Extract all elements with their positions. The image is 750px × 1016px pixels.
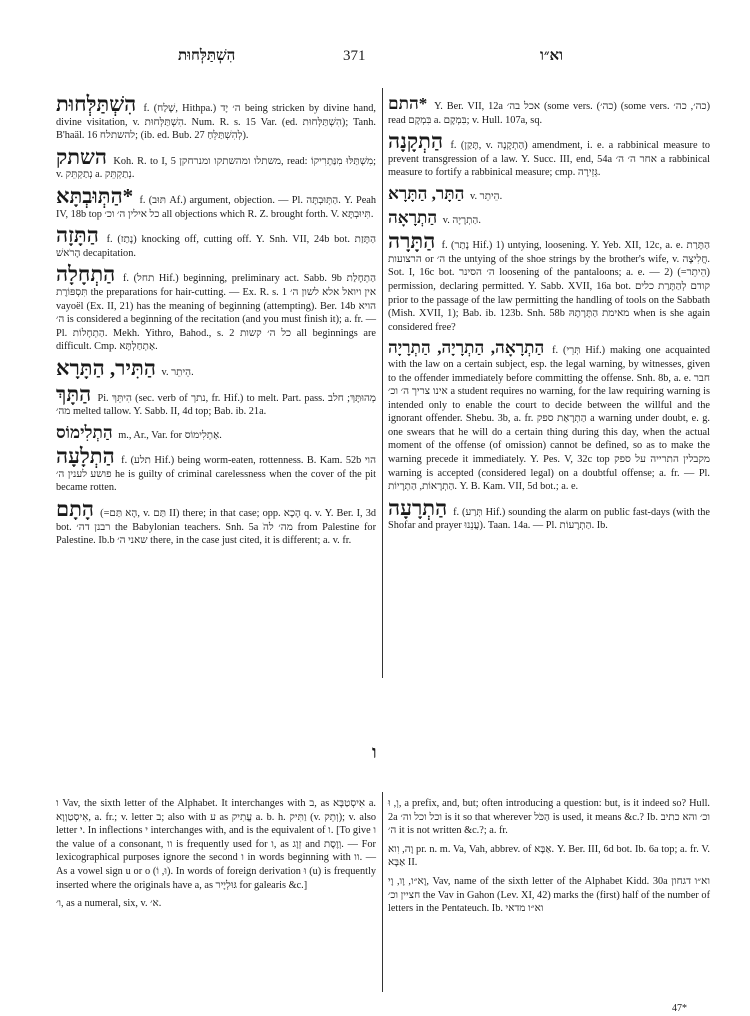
left-column <box>56 92 377 553</box>
entry-headword: *התם <box>388 94 428 113</box>
header-right-word: וא״ו <box>540 48 564 64</box>
entry-headword: הַתְחָלָה <box>56 262 116 287</box>
dictionary-entry <box>388 209 710 228</box>
dictionary-entry <box>388 95 710 127</box>
right-column <box>388 95 710 538</box>
entry-body: f. (תלע Hif.) being worm-eaten, rottenness. B. Kam. 52b הוי פושע לענין ה׳ he is guilty of criminal carelessness when the cover of the pit became rotten. <box>56 455 376 494</box>
dictionary-entry <box>388 339 710 494</box>
entry-body: f. (שָׁלַח, Hithpa.) ה׳ יָד being stricken by divine hand, divine visitation, v. הִשְׁתַּלְּחוּת. Num. R. s. 15 Var. (ed. הִשְׁתַּלְּחוּת); Tanh. B'haäl. 16 להשתלח; (ib. ed. Bub. 27 לְהִשְׁתַּלֵּחַ). <box>56 103 376 142</box>
running-header <box>0 48 750 72</box>
entry-body: f. (נָתַז) knocking off, cutting off. Y. Snh. VII, 24b bot. הַתָּזַת הָרֹאשׁ decapitation. <box>56 234 376 259</box>
entry-headword: הַתְרָאָה <box>388 207 438 227</box>
dictionary-entry <box>56 444 376 495</box>
entry-headword: הַתָּרָה <box>388 229 436 254</box>
entry-headword: *הַתְּוּבְתָּא <box>56 183 134 208</box>
entry-headword: הִשְׁתַּלְּחוּת <box>56 92 137 116</box>
dictionary-entry <box>388 129 710 180</box>
dictionary-entry: וָא״ו, וָו, וָי, Vav, name of the sixth letter of the Alphabet Kidd. 30a וא״ו דגחון חציין וכ׳ the Vav in Gahon (Lev. XI, 42) marks the (first) half of the number of letters in the Pentateuch. Ib. וא״ו מדאי <box>388 875 710 915</box>
entry-body: f. (תָּקַן, v. הַתְקָנָה) amendment, i. e. a rabbinical measure to prevent transgression of a law. Y. Succ. III, end, 54a אחר ה׳ ה׳ a rabbinical measure to fortify a rabbinical measure; cmp. גְּזֵירָה. <box>388 140 710 179</box>
entry-body: v. הֵיתֵר. <box>470 190 503 202</box>
section-letter: ו <box>372 742 377 762</box>
entry-headword: הַתִּיר, הַתָּרָא <box>56 355 156 380</box>
entry-headword: השתק <box>56 144 107 169</box>
entry-body: Y. Ber. VII, 12a אכל בה׳ (some vers. (כה׳) (some vers. כה׳, כה׳) read בִּמְקָם a. בִּמְקָם; v. Hull. 107a, sq. <box>388 101 710 126</box>
dictionary-entry <box>56 92 376 143</box>
dictionary-entry <box>56 144 376 182</box>
entry-headword: הַתָּזָה <box>56 223 99 248</box>
dictionary-entry: וְ, וּ, a prefix, and, but; often introducing a question: but, is it indeed so? Hull. 2a וכל וכל וה׳ is it so that wherever הַכֹּל is used, it means &c.? Ib. וכ׳ והא כתיב ה׳ it is not written &c.?; a. fr. <box>388 798 711 837</box>
dictionary-entry <box>56 355 376 380</box>
entry-body: f. (תּוּב Af.) argument, objection. — Pl. הַתְּוּבְתָּה. Y. Peah IV, 18b top כל אילין ה׳ וכ׳ all objections which R. Z. brought forth. V. תִּיוּבְתָּא. <box>56 194 377 220</box>
column-divider <box>382 792 383 992</box>
dictionary-entry <box>388 495 710 533</box>
entry-headword: הַתְלָעָה <box>56 444 115 469</box>
entry-headword: הָתָם <box>56 497 94 522</box>
dictionary-entry <box>56 183 377 221</box>
vav-right-column <box>388 797 710 921</box>
entry-body: v. הֵיתֵר. <box>161 366 194 378</box>
header-left-word: הִשְׁתַּלְּחוּת <box>178 48 236 64</box>
entry-body: Pi. הִיתֵּךְ (sec. verb of נתך, fr. Hif.) to melt. Part. pass. מְהוּתָּךְ; חלב מה׳ melted tallow. Y. Sabb. II, 4d top; Bab. ib. 21a. <box>56 392 376 418</box>
column-divider <box>382 88 383 678</box>
dictionary-entry <box>56 497 377 548</box>
entry-headword: הַתָּךְ <box>56 381 92 406</box>
entry-body: f. (נָתַר Hif.) 1) untying, loosening. Y. Yeb. XII, 12c, a. e. הַתָּרַת הרצועות or ה׳ the untying of the shoe strings by the brother's wife, v. חֲלִיצָה. Sot. I, 16c bot. ה׳ הסינר loosening of the pantaloons; a. e. — 2) (=הֵיתֵר) permission, declaring permitted. Y. Sabb. XVII, 16a bot. קודם לְהַתָּרַת כלים prior to the passage of the law permitting the handling of tools on the Sabbath (Mish. XVII, 1); Bab. ib. 123b. Snh. 58b מאימת הַתָּרָתָהּ when is she again considered free? <box>388 240 710 333</box>
dictionary-entry: וָה, וִוא pr. n. m. Va, Vah, abbrev. of אַבָּא. Y. Ber. III, 6d bot. Ib. 6a top; a. fr. V. אַבָּא II. <box>388 843 711 869</box>
entry-body: m., Ar., Var. for אַתְלִימוֹס. <box>118 429 222 441</box>
dictionary-entry: ו Vav, the sixth letter of the Alphabet. It interchanges with ב, as אִיסְטַבָּא a. אִיסְטַוְוָא, a. fr.; v. letter ב; also with ע as עֲתִיק a. b. h. וַתִּיק (v. וְתֵק); v. also letter י. In inflections י interchanges with, and is the equivalent of ו. [To give ו the value of a consonant, וו is frequently used for ו, as זְוָג and וְוֶסֶת. — For lexicographical purposes ignore the second ו in words beginning with וו. — As a vowel sign u or o (וּ, וֹ). In words of foreign derivation וּ (u) is frequently inserted where the originals have a, as גּוּלְיָיר for galearis &c.] <box>56 798 377 891</box>
entry-headword: הַתָּר, הַתָּרָא <box>388 183 465 203</box>
dictionary-entry <box>388 185 710 204</box>
entry-body: (=הָא תַּם, v. תַּם II) there; in that case; opp. הָכָא q. v. Y. Ber. I, 3d bot. רבנן דה׳ the Babylonian teachers. Snh. 5a מה׳ להׂ from Palestine for Palestine. Ib.b שאני ה׳ there, in the case just cited, it is different; a. v. fr. <box>56 508 377 547</box>
entry-body: f. (תחל Hif.) beginning, preliminary act. Sabb. 9b הַתְחָלַת תִּסְפּוֹרֶת the preparations for hair-cutting. — Ex. R. s. 1 אין ויואל אלא לשון ה׳ vayoël (Ex. II, 21) has the meaning of beginning (attempting). Ber. 14b הויא ה׳ is considered a beginning of the recitation (and you must finish it); a. fr. — Pl. הַתְחָלוֹת. Mekh. Yithro, Bahod., s. 2 כל ה׳ קשות all beginnings are difficult. Cmp. אַתְחַלְתָּא. <box>56 273 376 353</box>
signature-mark: 47* <box>672 1003 687 1014</box>
dictionary-entry <box>388 229 710 334</box>
entry-headword: הַתְרָאָה, הַתְרָיָה, הַתְרָיָה <box>388 338 545 358</box>
vav-left-column <box>56 797 376 916</box>
entry-body: f. (תְּרַע Hif.) sounding the alarm on public fast-days (with the Shofar and prayer עֲנֵנוּ). Taan. 14a. — Pl. הַתְרָעוֹת. Ib. <box>388 506 710 532</box>
entry-headword: הַתְלִימוֹס <box>56 422 113 442</box>
entry-headword: הַתְקָנָה <box>388 129 444 154</box>
dictionary-entry <box>56 262 376 354</box>
entry-body: f. (תְּרֵי Hif.) making one acquainted with the law on a certain subject, esp. the legal warning, by witnesses, given to the offender immediately before committing the offense. Snh. 8b, a. e. חבר אינו צריך ה׳ וכ׳ a student requires no warning, for the law requiring warning is intended only to enable the court to decide between the willful and the ignorant offender. Shebu. 3b, a. fr. הַתְרָאַת ספק a warning under doubt, e. g. one swears that he will do a certain thing during this day, when the actual moment of the offense (of omission) cannot be defined, so as to make the warning precede it immediately. Y. Pes. V, 32c top מקבלין התרייה על ספק warning is accepted (considered legal) on a doubtful offense; a. fr. — Pl. הַתְרָאוֹת, הַתְרָיוֹת. Y. B. Kam. VII, 5d bot.; a. e. <box>388 345 711 493</box>
page-number: 371 <box>343 48 366 64</box>
dictionary-entry <box>56 424 376 443</box>
entry-body: Koh. R. to I, 5 משתלו ומהשתקו ומנרחקן, read: מִשְׁתַּלּוּ מִנַּתְרִיקוֹ; v. נְתַקְתֵּק a. נְתַקְתֵּק. <box>56 155 376 181</box>
entry-headword: הַתְרָעָה <box>388 495 448 520</box>
dictionary-entry <box>56 381 376 419</box>
entry-body: v. הַתְרָיָה. <box>442 214 481 226</box>
dictionary-entry: ו׳, as a numeral, six, v. א׳. <box>56 898 162 910</box>
dictionary-entry <box>56 223 376 260</box>
